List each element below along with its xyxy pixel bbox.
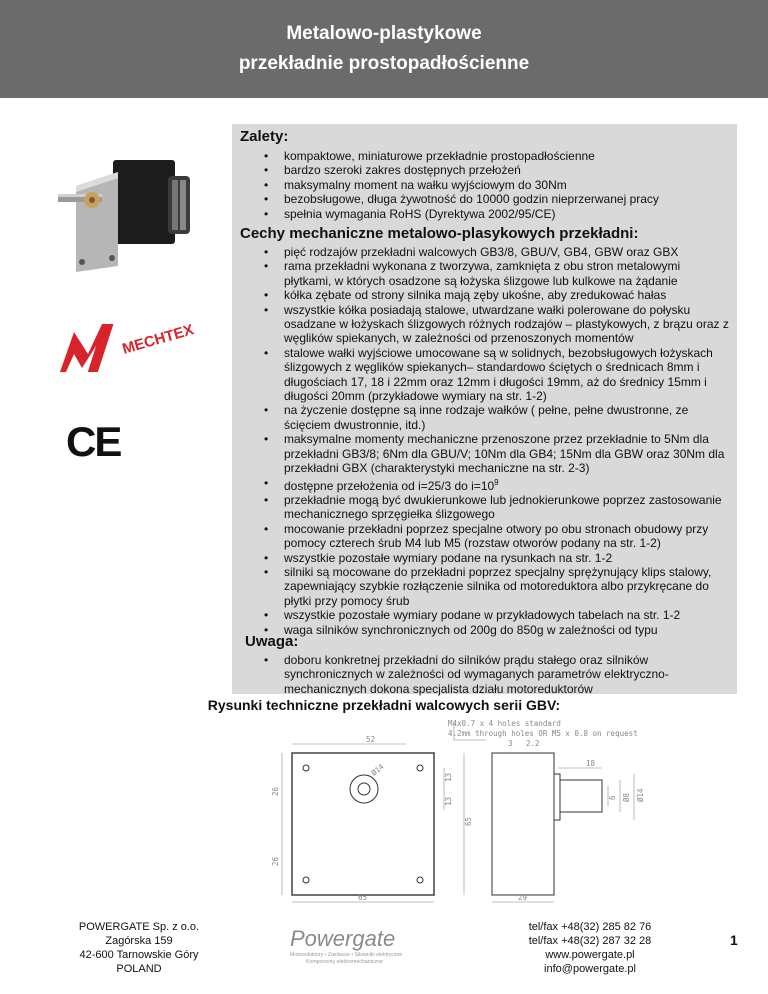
dim-label: 18 [586, 759, 596, 768]
list-item: • maksymalne momenty mechaniczne przenoszone przez przekładnie to 5Nm dla przekładni GB3/8; 6Nm dla GBU/V; 10Nm dla GB4; 15Nm dla GBW oraz 30Nm dla przekładni GBX (charakterystyki mechaniczne na str. 2-3) [260, 432, 730, 475]
list-item [260, 476, 730, 493]
list-item: • na życzenie dostępne są inne rodzaje wałków ( pełne, pełne dwustronne, ze ścięciem dwustronnie, itd.) [260, 403, 730, 432]
uwaga-list [260, 653, 730, 696]
dim-label: 26 [271, 786, 280, 796]
phone-2: tel/fax +48(32) 287 32 28 [528, 935, 652, 947]
zalety-list [260, 149, 730, 221]
dim-label: 6 [608, 795, 617, 800]
list-item: • stalowe wałki wyjściowe umocowane są w solidnych, bezobsługowych łożyskach ślizgowych z węglików spiekanych– standardowo ściętych o średnicach 8mm i długościach 17, 18 i 22mm oraz 12mm i długości 19mm, aż do średnicy 15mm i długości 20mm (przykładowe wymiary na str. 1-2) [260, 346, 730, 404]
list-item: • mocowanie przekładni poprzez specjalne otwory po obu stronach obudowy przy pomocy czterech śrub M4 lub M5 (rozstaw otworów podany na str. 1-2) [260, 522, 730, 551]
header-line-2: przekładnie prostopadłościenne [238, 53, 530, 74]
dim-label: 65 [358, 893, 368, 902]
dim-label: 52 [366, 735, 376, 744]
page-header [0, 0, 768, 98]
powergate-tagline-2: Komponenty elektromechaniczne [306, 959, 383, 965]
ratio-text: dostępne przełożenia od i=25/3 do i=10 [284, 478, 495, 493]
dim-label: 2.2 [526, 739, 540, 748]
mechtex-logo [52, 310, 202, 380]
list-item: • przekładnie mogą być dwukierunkowe lub jednokierunkowe poprzez zastosowanie mechanicznego sprzęgiełka ślizgowego [260, 493, 730, 522]
dim-label: 29 [518, 893, 528, 902]
address-street: Zagórska 159 [105, 935, 173, 947]
list-item: • bardzo szeroki zakres dostępnych przełożeń [260, 163, 730, 177]
dim-label: 26 [271, 856, 280, 866]
list-item: • spełnia wymagania RoHS (Dyrektywa 2002/95/CE) [260, 207, 730, 221]
cechy-heading: Cechy mechaniczne metalowo-plasykowych przekładni: [240, 225, 639, 242]
powergate-tagline-1: Motoreduktory • Zasilacze • Silowniki elektryczne [290, 952, 403, 958]
zalety-heading: Zalety: [240, 128, 289, 145]
list-item: • wszystkie pozostałe wymiary podane na rysunkach na str. 1-2 [260, 551, 730, 565]
drawing-title: Rysunki techniczne przekładni walcowych serii GBV: [207, 697, 561, 713]
powergate-logo-text: Powergate [290, 926, 396, 951]
dim-label: 13 [444, 772, 453, 782]
list-item: • silniki są mocowane do przekładni poprzez specjalny sprężynujący klips stalowy, zapewniający szybkie rozłączenie silnika od motoreduktora albo przykręcane do płytki przy pomocy śrub [260, 565, 730, 608]
list-item: • kompaktowe, miniaturowe przekładnie prostopadłościenne [260, 149, 730, 163]
dim-label: 13 [444, 796, 453, 806]
drawing-note-2: 4.2mm through holes OR M5 x 0.8 on request [448, 729, 638, 738]
logo-text: MECHTEX [120, 321, 196, 358]
list-item: • bezobsługowe, długa żywotność do 10000 godzin nieprzerwanej pracy [260, 192, 730, 206]
list-item: • doboru konkretnej przekładni do silników prądu stałego oraz silników synchronicznych w zależności od wymaganych parametrów elektryczno-mechanicznych dokona specjalista działu motoreduktorów [260, 653, 730, 696]
list-item: • pięć rodzajów przekładni walcowych GB3/8, GBU/V, GB4, GBW oraz GBX [260, 245, 730, 259]
email-link[interactable]: info@powergate.pl [544, 963, 636, 975]
list-item: • rama przekładni wykonana z tworzywa, zamknięta z obu stron metalowymi płytkami, w których osadzone są łożyska ślizgowe lub kulkowe na żądanie [260, 259, 730, 288]
contact-info [485, 920, 695, 976]
dim-label: 3 [508, 739, 513, 748]
list-item: • waga silników synchronicznych od 200g do 850g w zależności od typu [260, 623, 730, 637]
ce-mark [66, 418, 126, 465]
phone-1: tel/fax +48(32) 285 82 76 [528, 921, 652, 933]
dim-label: Ø8 [622, 792, 631, 802]
list-item: • wszystkie pozostałe wymiary podane w przykładowych tabelach na str. 1-2 [260, 608, 730, 622]
ce-mark-text: CE [66, 418, 121, 465]
list-item: • wszystkie kółka posiadają stalowe, utwardzane wałki polerowane do połysku osadzane w łożyskach ślizgowych różnych rodzajów – plastykowych, z brązu oraz z węglików spiekanych, w zależności od przenoszonych momentów [260, 303, 730, 346]
list-item: • maksymalny moment na wałku wyjściowym do 30Nm [260, 178, 730, 192]
list-item: • kółka zębate od strony silnika mają zęby ukośne, aby zredukować hałas [260, 288, 730, 302]
dim-label: 65 [464, 816, 473, 826]
dim-label: Ø14 [636, 788, 645, 802]
dim-label: Ø14 [369, 761, 386, 778]
address-country: POLAND [116, 963, 162, 975]
ratio-exponent: 9 [494, 477, 499, 487]
header-line-1: Metalowo-plastykowe [286, 23, 482, 44]
company-address [54, 920, 224, 976]
gearbox-photo [58, 154, 198, 274]
technical-drawing [268, 716, 680, 906]
powergate-logo [286, 924, 416, 974]
page-number: 1 [730, 932, 738, 948]
drawing-note-1: M4x0.7 x 4 holes standard [448, 719, 561, 728]
company-name: POWERGATE Sp. z o.o. [78, 921, 200, 933]
uwaga-heading: Uwaga: [245, 633, 299, 650]
website-link[interactable]: www.powergate.pl [545, 949, 635, 961]
cechy-list [260, 245, 730, 637]
address-city: 42-600 Tarnowskie Góry [79, 949, 199, 961]
